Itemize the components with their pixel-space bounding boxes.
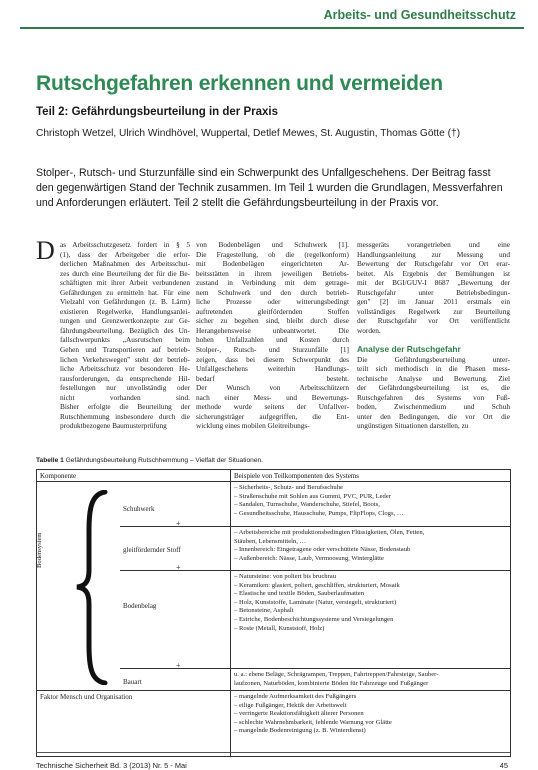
body-column-3	[357, 240, 510, 431]
table-item: – Elastische und textile Böden, Sauberlaufmatten	[234, 590, 365, 598]
text-line: nem Schuhwerk und den durch betrieb-	[196, 287, 349, 297]
table-header-line	[36, 481, 510, 482]
text-line: mit der BGI/GUV-I 8687 „Bewertung der	[357, 278, 510, 288]
drop-cap: D	[36, 236, 55, 265]
text-line: Der Wunsch von Arbeitsschützern	[196, 383, 349, 393]
component-schuhwerk: Schuhwerk	[123, 505, 155, 513]
plus-sign-2: +	[176, 563, 181, 572]
table-item: Stäuben, Lebensmitteln, …	[234, 537, 307, 545]
table-item: – Sandalen, Turnschuhe, Wanderschuhe, Stiefel, Boots,	[234, 501, 380, 509]
text-line: Bewertung der Rutschgefahr vor Ort erar-	[357, 259, 510, 269]
plus-sign-1: +	[176, 519, 181, 528]
brace-icon	[75, 490, 115, 685]
text-line: technische Analyse und Bewertung. Ziel	[357, 373, 510, 383]
text-line: wicklung eines mobilen Gleitreibungs-	[196, 421, 310, 431]
text-line: schäftigten mit ihrer Arbeit verbundenen	[60, 278, 190, 288]
text-line: Unfallgeschehens weiterhin Handlungs-	[196, 364, 349, 374]
text-line: Gefährdungen zu ermitteln hat. Für eine	[60, 287, 190, 297]
table-item: – eilige Fußgänger, Hektik der Arbeitswelt	[234, 701, 347, 709]
table-caption-text: Gefährdungsbeurteilung Rutschhemmung – Vielfalt der Situationen.	[63, 457, 264, 464]
text-line: Die Gefährdungsbeurteilung unter-	[357, 354, 510, 364]
text-line: hohen Unfallzahlen und Kosten durch	[196, 335, 349, 345]
table-item: – Außenbereich: Nässe, Laub, Vermoosung, Winterglätte	[234, 554, 384, 562]
text-line: beitsstätten in ihrem jeweiligen Betriebs-	[196, 268, 349, 278]
section-label: Arbeits- und Gesundheitsschutz	[323, 8, 516, 22]
text-line: Bisher erfolgte die Beurteilung der	[60, 402, 190, 412]
table-item: – mangelnde Bodenreinigung (z. B. Winterdienst)	[234, 727, 366, 735]
table-item: – Straßenschuhe mit Sohlen aus Gummi, PVC, PUR, Leder	[234, 492, 391, 500]
table-item: – verringerte Reaktionsfähigkeit älterer Personen	[234, 710, 364, 718]
table-item: – mangelnde Aufmerksamkeit des Fußgängers	[234, 693, 357, 700]
text-line: zes durch eine Beurteilung der für die Be-	[60, 268, 190, 278]
text-line: lichen Verkehrswegen" steht der betrieb-	[60, 354, 190, 364]
footer-journal: Technische Sicherheit Bd. 3 (2013) Nr. 5 - Mai	[36, 761, 187, 770]
factor-human-org: Faktor Mensch und Organisation	[40, 693, 133, 701]
text-line: vollständiges Regelwerk zur Beurteilung	[357, 306, 510, 316]
text-line: worden.	[357, 325, 381, 335]
text-line: rausforderungen, da entsprechende Hil-	[60, 373, 190, 383]
text-line: Herangehensweise unbeantwortet. Die	[196, 325, 349, 335]
text-line: sicherungsträger aufgegriffen, die Ent-	[196, 411, 349, 421]
article-authors: Christoph Wetzel, Ulrich Windhövel, Wuppertal, Detlef Mewes, St. Augustin, Thomas Götte (†)	[36, 128, 461, 139]
table-item: – Keramiken: glasiert, poliert, geschliffen, strukturiert, Mosaik	[234, 581, 400, 589]
items-factor	[234, 693, 392, 736]
text-line: der Rutschgefahr vor Ort veröffentlicht	[357, 316, 510, 326]
text-line: ungünstigen Situationen darstellen, zu	[357, 421, 469, 431]
text-line: auftretenden gleitfördernden Stoffen	[196, 306, 349, 316]
section-heading: Analyse der Rutschgefahr	[357, 345, 461, 355]
text-line: produktbezogene Baumusterprüfung	[60, 421, 167, 431]
text-line: festellungen nur unvollständig oder	[60, 383, 190, 393]
text-line: Handlungsanleitung zur Messung und	[357, 249, 510, 259]
table-header-component: Komponente	[40, 472, 77, 480]
items-stoff	[234, 529, 424, 563]
text-line: nach einer Mess- und Bewertungs-	[196, 392, 349, 402]
spacer	[357, 335, 510, 345]
text-line: existieren Regelwerke, Handlungsanlei-	[60, 306, 190, 316]
text-line: von Bodenbelägen und Schuhwerk [1].	[196, 240, 349, 249]
table-item: – Gesundheitsschuhe, Hausschuhe, Pumps, FlipFlops, Clogs, …	[234, 509, 404, 517]
text-line: Die Fragestellung, ob die (regelkonform)	[196, 249, 349, 259]
table-item: – Innenbereich: Eingetragene oder verschüttete Nässe, Bodenstaub	[234, 546, 411, 554]
table-item: u. a.: ebene Beläge, Schrägrampen, Treppen, Fahrtreppen/Fahrsteige, Sauber-	[234, 671, 439, 678]
text-line: unter den Bedingungen, die vor Ort die	[357, 411, 510, 421]
text-line: der Gefährdungsbeurteilung ist es, die	[357, 383, 510, 393]
bodensystem-label: Bodensystem	[36, 532, 43, 568]
text-line: (1), dass der Arbeitgeber die erfor-	[60, 249, 190, 259]
text-line: Rutschgefahren des Systems von Fuß-	[357, 392, 510, 402]
article-subtitle: Teil 2: Gefährdungsbeurteilung in der Praxis	[36, 106, 278, 118]
text-line: fallschwerpunkts „Ausrutschen beim	[60, 335, 190, 345]
text-line: zeigen, dass bei diesem Schwerpunkt des	[196, 354, 349, 364]
table-item: – Holz, Kunststoffe, Laminate (Natur, versiegelt, strukturiert)	[234, 598, 397, 606]
table-header-examples: Beispiele von Teilkomponenten des Systems	[234, 472, 359, 480]
text-line: liche Prozesse oder witterungsbedingt	[196, 297, 349, 307]
text-line: as Arbeitsschutzgesetz fordert in § 5	[60, 240, 190, 249]
text-line: messgeräts vorangetrieben und eine	[357, 240, 510, 249]
plus-sign-3: +	[176, 661, 181, 670]
body-column-2	[196, 240, 349, 431]
table-item: – Betonsteine, Asphalt	[234, 607, 294, 615]
table-caption-label: Tabelle 1	[36, 457, 64, 464]
page-number: 45	[499, 761, 508, 770]
table-item: – Roste (Metall, Kunststoff, Holz)	[234, 624, 325, 632]
table-item: – Arbeitsbereiche mit produktionsbedingten Flüssigkeiten, Ölen, Fetten,	[234, 529, 425, 536]
row-line-factor	[36, 690, 510, 691]
text-line: tungen und Grenzwertkonzepte zur Ge-	[60, 316, 190, 326]
text-line: mit Bodenbelägen eingerichteten Ar-	[196, 259, 349, 269]
table-caption	[36, 457, 263, 464]
component-stoff: gleitfördernder Stoff	[123, 546, 181, 554]
text-line: zustand in Verbindung mit dem getrage-	[196, 278, 349, 288]
items-bauart	[234, 671, 438, 688]
table-item: – Estriche, Bodenbeschichtungssysteme und Versiegelungen	[234, 615, 394, 623]
text-line: derlichen Maßnahmen des Arbeitsschut-	[60, 259, 190, 269]
text-line: methode wurde seitens der Unfallver-	[196, 402, 349, 412]
text-line: bedarf besteht.	[196, 373, 349, 383]
text-line: nicht vorhanden sind.	[60, 392, 190, 402]
table-item: – Sicherheits-, Schutz- und Berufsschuhe	[234, 484, 343, 491]
article-title: Rutschgefahren erkennen und vermeiden	[36, 72, 443, 95]
text-line: Gehen und Transportieren auf betrieb-	[60, 345, 190, 355]
header-rule	[20, 27, 524, 29]
text-line: beitet. Als Ergebnis der Bemühungen ist	[357, 268, 510, 278]
text-line: boden, Zwischenmedium und Schuh	[357, 402, 510, 412]
component-bauart: Bauart	[123, 678, 142, 686]
table-col-divider	[230, 469, 231, 756]
text-line: Rutschgefahr unter Betriebsbedingun-	[357, 287, 510, 297]
component-bodenbelag: Bodenbelag	[123, 602, 157, 610]
article-abstract: Stolper-, Rutsch- und Sturzunfälle sind ein Schwerpunkt des Unfallgeschehens. Der Beitrag fasst den gegenwärtigen Stand der Technik zusammen. Im Teil 1 wurden die Grundlagen, Messverfahren und Anforderungen erläutert. Teil 2 stellt die Gefährdungsbeurteilung in der Praxis vor.	[36, 167, 503, 209]
text-line: fährdungsbeurteilung. Bezüglich des Un-	[60, 325, 190, 335]
footer-rule	[36, 752, 510, 753]
text-line: Rutschhemmung insbesondere durch die	[60, 411, 190, 421]
text-line: gen" [2] im Januar 2011 erstmals ein	[357, 297, 510, 307]
text-line: liche Arbeitsschutz vor besonderen He-	[60, 364, 190, 374]
table-item: – schlechte Wahrnehmbarkeit, fehlende Warnung vor Glätte	[234, 718, 392, 726]
items-schuhwerk	[234, 484, 403, 518]
text-line: sicher zu begehen sind, bleibt durch diese	[196, 316, 349, 326]
text-line: Stolper-, Rutsch- und Sturzunfälle [1]	[196, 345, 349, 355]
items-bodenbelag	[234, 573, 400, 633]
text-line: Vielzahl von Gefährdungen (z. B. Lärm)	[60, 297, 190, 307]
body-column-1	[60, 240, 190, 431]
table-item: laufzonen, Naturböden, kombinierte Böden für Fahrzeuge und Fußgänger	[234, 679, 429, 687]
table-item: – Natursteine: von poliert bis bruchrau	[234, 573, 336, 580]
text-line: teilt sich methodisch in die Phasen mess-	[357, 364, 510, 374]
